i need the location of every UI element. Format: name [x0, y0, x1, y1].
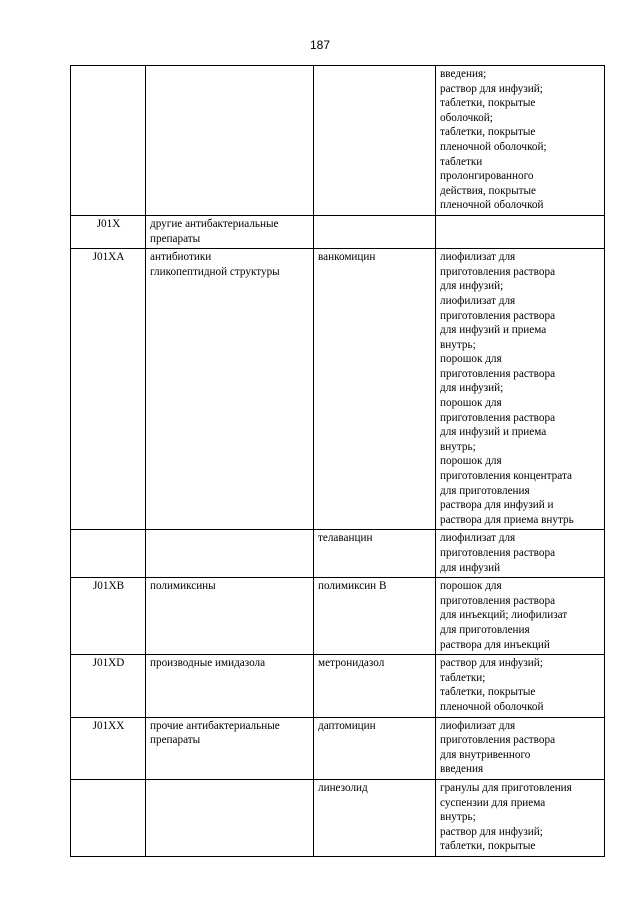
dosage-forms-cell: порошок для приготовления раствора для инъекций; лиофилизат для приготовления раствора для инъекций	[436, 578, 605, 655]
group-name-cell	[146, 66, 314, 216]
dosage-forms-cell: раствор для инфузий; таблетки; таблетки, покрытые пленочной оболочкой	[436, 655, 605, 717]
table-row	[71, 530, 605, 578]
table-row	[71, 215, 605, 248]
dosage-forms-cell	[436, 215, 605, 248]
atc-code-cell: J01XA	[71, 249, 146, 530]
atc-code-cell	[71, 779, 146, 856]
table-row	[71, 655, 605, 717]
drug-name-cell: даптомицин	[314, 717, 436, 779]
atc-code-cell: J01XB	[71, 578, 146, 655]
drug-name-cell: телаванцин	[314, 530, 436, 578]
dosage-forms-cell: лиофилизат для приготовления раствора для инфузий; лиофилизат для приготовления раствора для инфузий и приема внутрь; порошок для приготовления раствора для инфузий; порошок для приготовления раствора для инфузий и приема внутрь; порошок для приготовления концентрата для приготовления раствора для инфузий и раствора для приема внутрь	[436, 249, 605, 530]
group-name-cell: антибиотики гликопептидной структуры	[146, 249, 314, 530]
table-row	[71, 249, 605, 530]
group-name-cell: производные имидазола	[146, 655, 314, 717]
drug-name-cell: линезолид	[314, 779, 436, 856]
drug-name-cell	[314, 215, 436, 248]
drug-name-cell: метронидазол	[314, 655, 436, 717]
dosage-forms-cell: гранулы для приготовления суспензии для приема внутрь; раствор для инфузий; таблетки, покрытые	[436, 779, 605, 856]
table-row	[71, 779, 605, 856]
group-name-cell: прочие антибактериальные препараты	[146, 717, 314, 779]
atc-code-cell	[71, 530, 146, 578]
drug-name-cell: полимиксин В	[314, 578, 436, 655]
drug-name-cell	[314, 66, 436, 216]
table-row	[71, 717, 605, 779]
atc-code-cell	[71, 66, 146, 216]
group-name-cell: другие антибактериальные препараты	[146, 215, 314, 248]
group-name-cell	[146, 779, 314, 856]
atc-code-cell: J01XX	[71, 717, 146, 779]
atc-code-cell: J01XD	[71, 655, 146, 717]
group-name-cell	[146, 530, 314, 578]
group-name-cell: полимиксины	[146, 578, 314, 655]
page-number: 187	[309, 38, 331, 52]
drug-table	[70, 65, 605, 857]
dosage-forms-cell: введения; раствор для инфузий; таблетки, покрытые оболочкой; таблетки, покрытые пленочной оболочкой; таблетки пролонгированного действия, покрытые пленочной оболочкой	[436, 66, 605, 216]
dosage-forms-cell: лиофилизат для приготовления раствора для инфузий	[436, 530, 605, 578]
dosage-forms-cell: лиофилизат для приготовления раствора для внутривенного введения	[436, 717, 605, 779]
drug-name-cell: ванкомицин	[314, 249, 436, 530]
atc-code-cell: J01X	[71, 215, 146, 248]
table-row	[71, 578, 605, 655]
table-row	[71, 66, 605, 216]
